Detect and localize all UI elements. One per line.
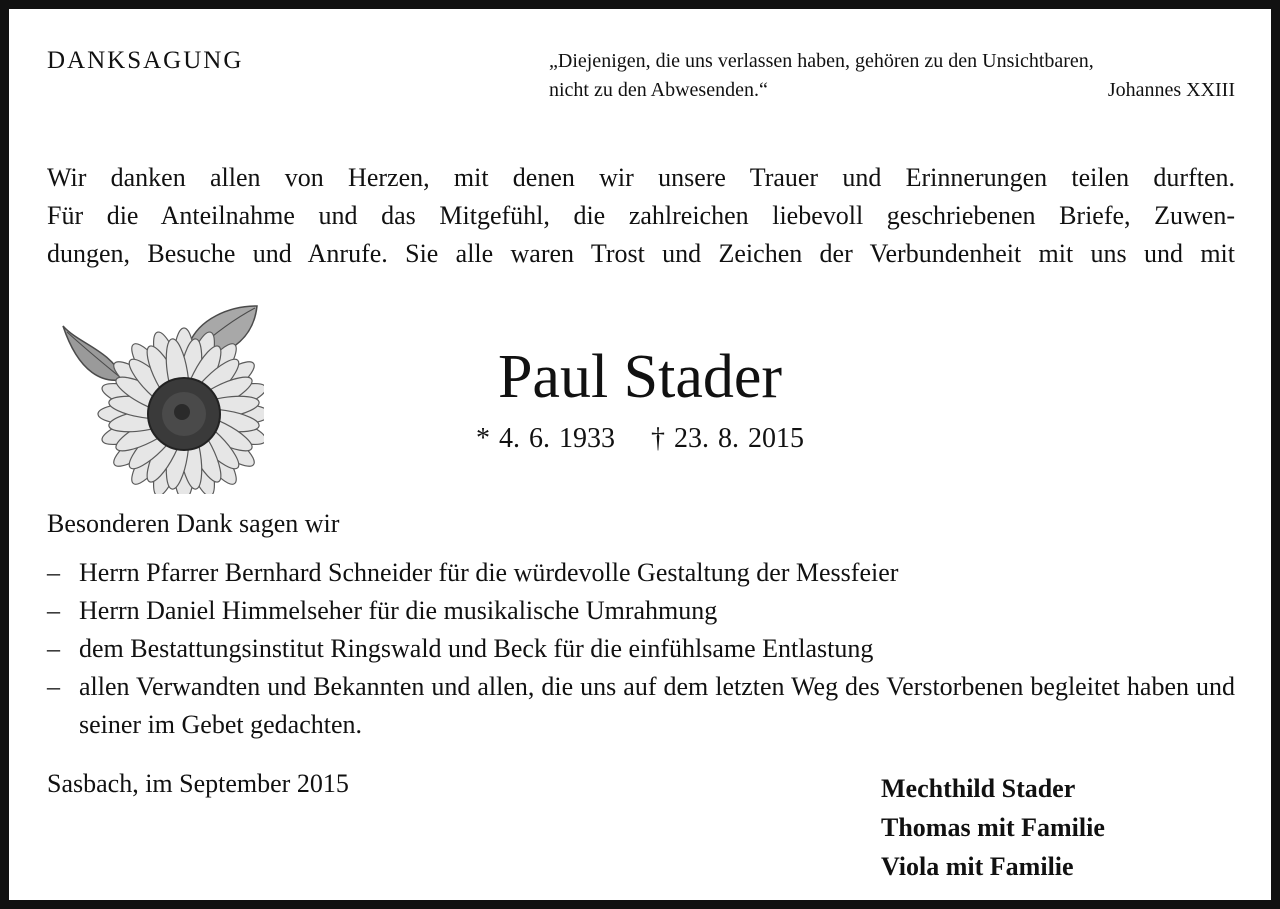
quote-line-1: „Diejenigen, die uns verlassen haben, gehören zu den Unsichtbaren, bbox=[549, 50, 1094, 72]
list-item-text: Herrn Pfarrer Bernhard Schneider für die würdevolle Gestaltung der Messfeier bbox=[79, 558, 899, 587]
intro-paragraph bbox=[47, 159, 1235, 273]
place-date: Sasbach, im September 2015 bbox=[47, 769, 349, 798]
signer-name: Mechthild Stader bbox=[881, 774, 1076, 803]
intro-line: Für die Anteilnahme und das Mitgefühl, die zahlreichen liebevoll geschriebenen Briefe, Zuwen- bbox=[47, 201, 1235, 230]
quote-author: Johannes XXIII bbox=[1107, 79, 1235, 101]
signers bbox=[881, 769, 1105, 886]
list-item bbox=[47, 630, 1235, 668]
list-dash: – bbox=[47, 558, 60, 587]
list-item bbox=[47, 592, 1235, 630]
quote-block bbox=[549, 47, 1235, 105]
thanks-list bbox=[47, 554, 1235, 744]
signer-name: Thomas mit Familie bbox=[881, 813, 1105, 842]
list-dash: – bbox=[47, 672, 60, 701]
birth-date: * 4. 6. 1933 bbox=[476, 423, 615, 454]
deceased-name: Paul Stader bbox=[497, 343, 783, 411]
life-dates bbox=[9, 423, 1271, 455]
signer-name: Viola mit Familie bbox=[881, 852, 1074, 881]
list-item-text: dem Bestattungsinstitut Ringswald und Beck für die einfühlsame Entlastung bbox=[79, 634, 874, 663]
intro-line: Wir danken allen von Herzen, mit denen wir unsere Trauer und Erinnerungen teilen durften. bbox=[47, 163, 1235, 192]
list-dash: – bbox=[47, 596, 60, 625]
list-item-text: allen Verwandten und Bekannten und allen, die uns auf dem letzten Weg des Verstorbenen begleitet haben und seiner im Gebet gedachten. bbox=[79, 672, 1235, 739]
notice-heading: DANKSAGUNG bbox=[47, 47, 244, 74]
list-dash: – bbox=[47, 634, 60, 663]
quote-line-2: nicht zu den Abwesenden.“ bbox=[549, 79, 768, 101]
list-item-text: Herrn Daniel Himmelseher für die musikalische Umrahmung bbox=[79, 596, 718, 625]
thanks-title: Besonderen Dank sagen wir bbox=[47, 509, 340, 538]
list-item bbox=[47, 554, 1235, 592]
list-item bbox=[47, 668, 1235, 744]
death-date: † 23. 8. 2015 bbox=[651, 423, 804, 454]
intro-line: dungen, Besuche und Anrufe. Sie alle waren Trost und Zeichen der Verbundenheit mit uns und mit bbox=[47, 239, 1235, 268]
quote-row-2 bbox=[549, 76, 1235, 105]
